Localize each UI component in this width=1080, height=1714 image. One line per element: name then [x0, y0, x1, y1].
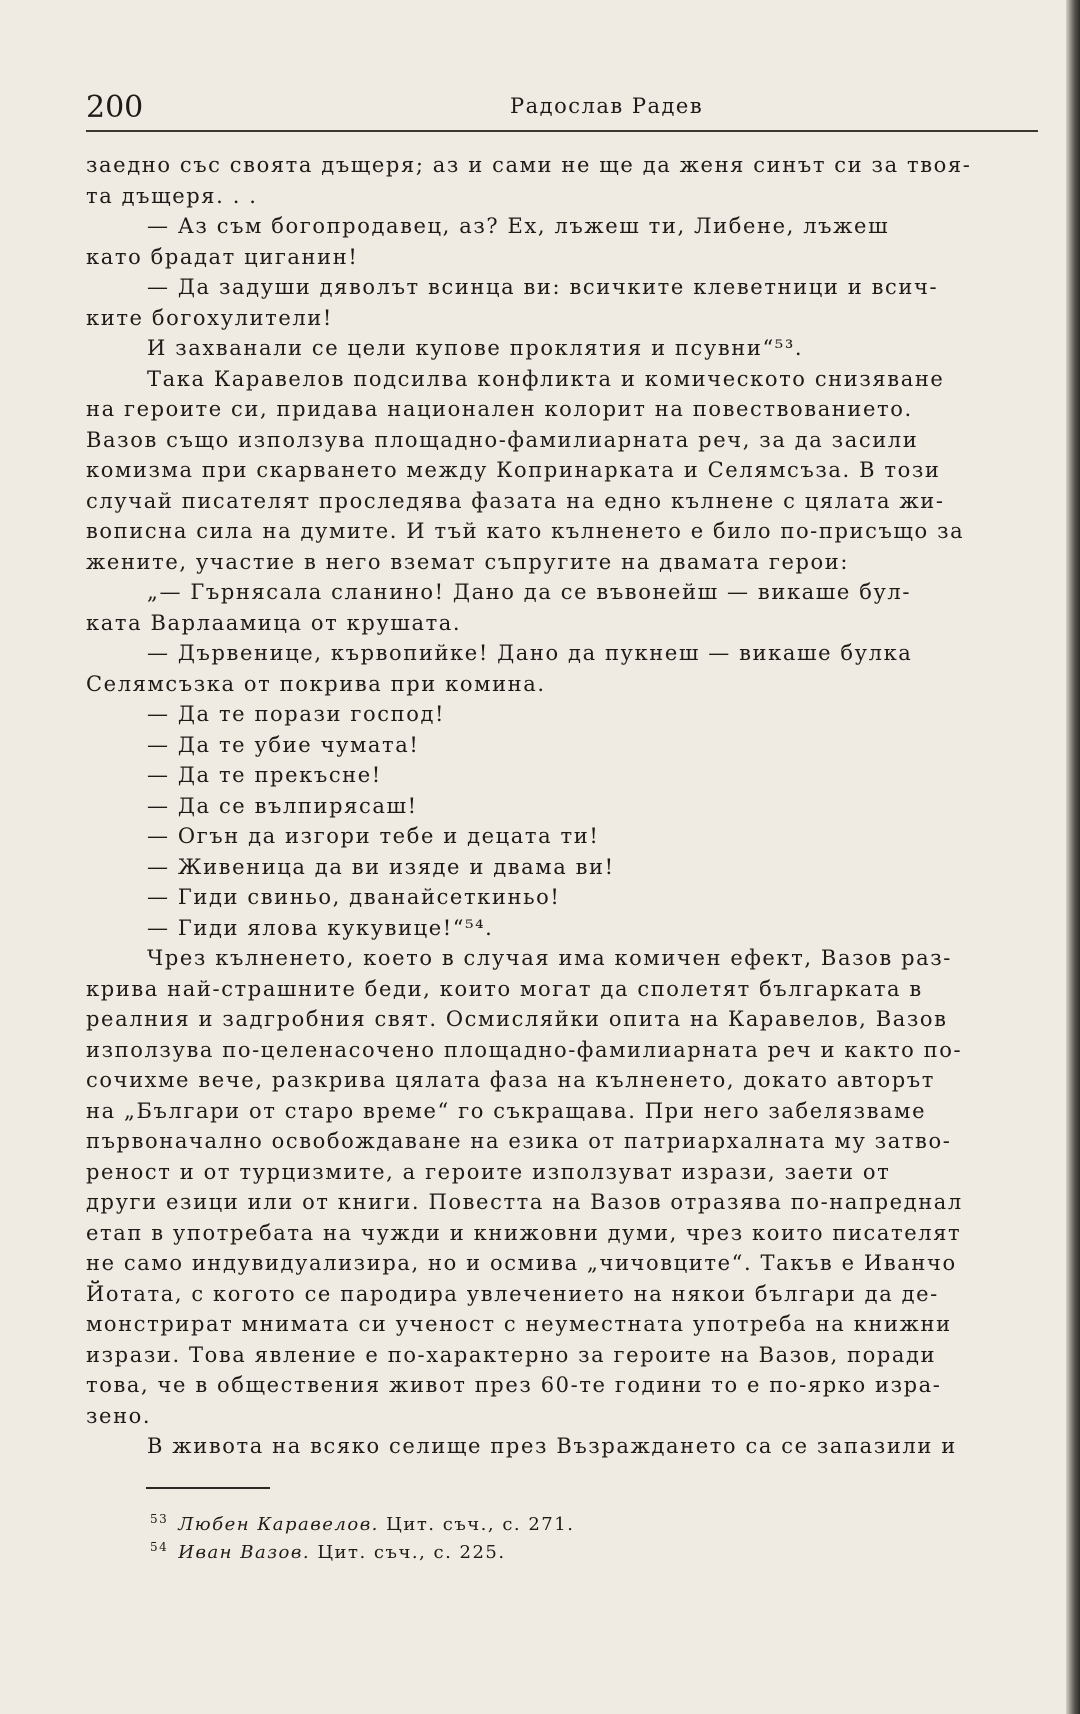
text-line: И захванали се цели купове проклятия и псувни“⁵³.: [147, 336, 804, 360]
text-line: не само индувидуализира, но и осмива „чичовците“. Такъв е Иванчо: [86, 1251, 957, 1275]
text-line: първоначално освобождаване на езика от патриархалната му затво-: [86, 1129, 952, 1153]
text-line: — Гиди ялова кукувице!“⁵⁴.: [147, 915, 494, 940]
text-line: Така Каравелов подсилва конфликта и комическото снизяване: [147, 366, 945, 391]
text-line: на героите си, придава национален колорит на повествованието.: [86, 397, 913, 421]
text-line: Селямсъзка от покрива при комина.: [86, 671, 546, 696]
text-line: други езици или от книги. Повестта на Вазов отразява по-напреднал: [86, 1190, 963, 1214]
text-line: — Да се вълпирясаш!: [147, 793, 418, 818]
footnote-text: Цит. съч., с. 225.: [317, 1542, 506, 1563]
text-line: Чрез кълненето, което в случая има комичен ефект, Вазов раз-: [147, 946, 952, 970]
text-line: жените, участие в него вземат съпругите на двамата герои:: [86, 549, 850, 574]
text-line: реалния и задгробния свят. Осмисляйки опита на Каравелов, Вазов: [86, 1007, 948, 1031]
text-line: заедно със своята дъщеря; аз и сами не ще да женя синът си за твоя-: [86, 153, 972, 177]
text-line: зено.: [86, 1403, 152, 1428]
footnote-mark: 53: [150, 1512, 169, 1526]
text-line: — Да те порази господ!: [147, 702, 446, 726]
text-line: — Да те убие чумата!: [147, 732, 420, 757]
header-rule: [86, 130, 1038, 132]
text-line: та дъщеря. . .: [86, 183, 258, 208]
text-line: ките богохулители!: [86, 305, 333, 330]
text-line: — Живеница да ви изяде и двама ви!: [147, 854, 615, 879]
text-line: като брадат циганин!: [86, 244, 359, 269]
text-line: ката Варлаамица от крушата.: [86, 610, 462, 635]
text-line: Йотата, с когото се пародира увлечението на някои българи да де-: [86, 1281, 939, 1306]
text-line: реност и от турцизмите, а героите използуват изрази, заети от: [86, 1159, 891, 1184]
text-line: „— Гърнясала сланино! Дано да се въвонейш — викаше бул-: [147, 580, 912, 604]
footnote-text: Цит. съч., с. 271.: [386, 1514, 575, 1535]
text-line: сочихме вече, разкрива цялата фаза на кълненето, докато авторът: [86, 1068, 935, 1092]
footnote-rule: [146, 1487, 270, 1489]
text-line: — Аз съм богопродавец, аз? Ех, лъжеш ти, Либене, лъжеш: [147, 214, 890, 238]
page-number: 200: [86, 90, 144, 125]
text-line: — Огън да изгори тебе и децата ти!: [147, 824, 600, 848]
running-head: Радослав Радев: [510, 94, 704, 118]
text-line: В живота на всяко селище през Възраждането са се запазили и: [147, 1434, 957, 1458]
text-line: — Да задуши дяволът всинца ви: всичките клеветници и всич-: [147, 275, 939, 299]
text-line: етап в употребата на чужди и книжовни думи, чрез които писателят: [86, 1220, 962, 1245]
text-line: крива най-страшните беди, които могат да сполетят българката в: [86, 976, 923, 1001]
footnote-author: Любен Каравелов.: [178, 1514, 379, 1535]
text-line: — Да те прекъсне!: [147, 763, 382, 787]
text-line: Вазов също използува площадно-фамилиарната реч, за да засили: [86, 427, 919, 452]
text-line: монстрират мнимата си ученост с неуместната употреба на книжни: [86, 1312, 952, 1336]
text-line: случай писателят проследява фазата на едно кълнене с цялата жи-: [86, 488, 945, 513]
text-line: на „Българи от старо време“ го съкращава. При него забелязваме: [86, 1098, 927, 1123]
page-header: [86, 88, 1038, 128]
footnote-54: [150, 1533, 506, 1561]
text-line: — Дървенице, кървопийке! Дано да пукнеш — викаше булка: [147, 641, 913, 665]
text-line: използува по-целенасочено площадно-фамилиарната реч и както по-: [86, 1037, 963, 1062]
text-line: вописна сила на думите. И тъй като кълненето е било по-присъщо за: [86, 519, 965, 543]
page-edge-shadow: [1066, 0, 1080, 1714]
text-line: комизма при скарването между Копринарката и Селямсъза. В този: [86, 458, 941, 482]
text-line: — Гиди свиньо, дванайсеткиньо!: [147, 885, 561, 909]
text-line: това, че в обществения живот през 60-те години то е по-ярко изра-: [86, 1373, 942, 1397]
footnote-mark: 54: [150, 1540, 169, 1554]
footnote-53: [150, 1505, 574, 1533]
footnote-author: Иван Вазов.: [178, 1542, 311, 1563]
text-line: изрази. Това явление е по-характерно за героите на Вазов, поради: [86, 1342, 937, 1367]
